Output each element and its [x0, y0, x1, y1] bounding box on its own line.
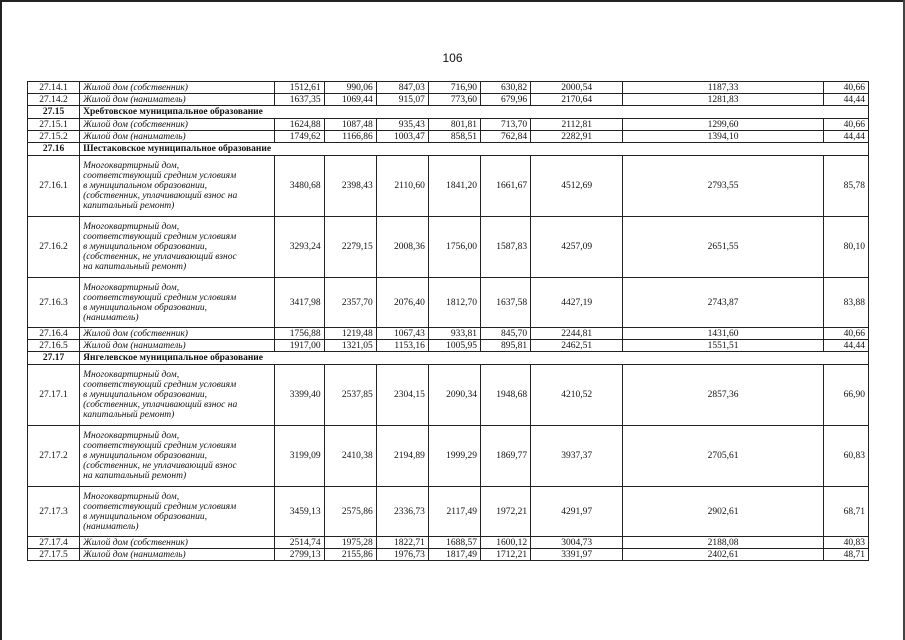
section-row [28, 106, 869, 119]
value-cell: 1948,68 [481, 365, 531, 426]
row-code: 27.17.2 [28, 426, 80, 487]
value-cell: 1281,83 [623, 94, 823, 106]
description-line: Многоквартирный дом, [83, 370, 180, 380]
row-description [80, 487, 274, 537]
value-cell: 2279,15 [324, 217, 376, 278]
description-line: в муниципальном образовании, [83, 390, 207, 400]
table-row [28, 278, 869, 328]
value-cell: 83,88 [823, 278, 868, 328]
value-cell: 3399,40 [274, 365, 324, 426]
row-description [80, 94, 274, 106]
value-cell: 713,70 [481, 119, 531, 131]
description-line: Жилой дом (собственник) [83, 82, 188, 93]
value-cell: 2575,86 [324, 487, 376, 537]
section-row [28, 143, 869, 156]
table-row [28, 82, 869, 94]
value-cell: 2537,85 [324, 365, 376, 426]
description-line: в муниципальном образовании, [83, 511, 207, 522]
value-cell: 630,82 [481, 82, 531, 94]
value-cell: 2514,74 [274, 537, 324, 549]
section-code: 27.15 [28, 106, 80, 119]
value-cell: 2194,89 [376, 426, 428, 487]
value-cell: 1661,67 [481, 156, 531, 217]
description-line: (наниматель) [83, 312, 139, 323]
row-description [80, 328, 274, 340]
value-cell: 2410,38 [324, 426, 376, 487]
value-cell: 1299,60 [623, 119, 823, 131]
value-cell: 3004,73 [531, 537, 623, 549]
value-cell: 2743,87 [623, 278, 823, 328]
description-line: соответствующий средним условиям [83, 501, 237, 512]
value-cell: 1712,21 [481, 549, 531, 561]
description-line: Жилой дом (наниматель) [83, 131, 186, 142]
description-line: (собственник, уплачивающий взнос на [83, 400, 238, 410]
value-cell: 2008,36 [376, 217, 428, 278]
section-title: Янгелевское муниципальное образование [80, 352, 869, 365]
value-cell: 1394,10 [623, 131, 823, 143]
value-cell: 935,43 [376, 119, 428, 131]
tariff-table [27, 81, 869, 561]
value-cell: 40,83 [823, 537, 868, 549]
value-cell: 1972,21 [481, 487, 531, 537]
value-cell: 2902,61 [623, 487, 823, 537]
value-cell: 2112,81 [531, 119, 623, 131]
value-cell: 1067,43 [376, 328, 428, 340]
row-code: 27.17.4 [28, 537, 80, 549]
value-cell: 66,90 [823, 365, 868, 426]
value-cell: 895,81 [481, 340, 531, 352]
description-line: Многоквартирный дом, [83, 161, 180, 171]
value-cell: 2357,70 [324, 278, 376, 328]
value-cell: 2398,43 [324, 156, 376, 217]
value-cell: 1999,29 [428, 426, 480, 487]
description-line: соответствующий средним условиям [83, 380, 237, 390]
value-cell: 44,44 [823, 340, 868, 352]
value-cell: 2857,36 [623, 365, 823, 426]
value-cell: 1512,61 [274, 82, 324, 94]
table-row [28, 217, 869, 278]
value-cell: 2000,54 [531, 82, 623, 94]
description-line: соответствующий средним условиям [83, 171, 237, 181]
section-code: 27.17 [28, 352, 80, 365]
value-cell: 4427,19 [531, 278, 623, 328]
value-cell: 4257,09 [531, 217, 623, 278]
description-line: в муниципальном образовании, [83, 451, 207, 461]
section-row [28, 352, 869, 365]
value-cell: 1087,48 [324, 119, 376, 131]
row-code: 27.16.5 [28, 340, 80, 352]
table-row [28, 537, 869, 549]
value-cell: 4210,52 [531, 365, 623, 426]
row-description [80, 549, 274, 561]
value-cell: 1587,83 [481, 217, 531, 278]
section-title: Шестаковское муниципальное образование [80, 143, 869, 156]
value-cell: 60,83 [823, 426, 868, 487]
description-line: Жилой дом (собственник) [83, 328, 188, 339]
value-cell: 80,10 [823, 217, 868, 278]
description-line: Многоквартирный дом, [83, 282, 180, 293]
value-cell: 3937,37 [531, 426, 623, 487]
value-cell: 2651,55 [623, 217, 823, 278]
value-cell: 1005,95 [428, 340, 480, 352]
value-cell: 3293,24 [274, 217, 324, 278]
value-cell: 2110,60 [376, 156, 428, 217]
value-cell: 2117,49 [428, 487, 480, 537]
value-cell: 40,66 [823, 119, 868, 131]
value-cell: 773,60 [428, 94, 480, 106]
description-line: капитальный ремонт) [83, 201, 175, 211]
row-code: 27.16.3 [28, 278, 80, 328]
value-cell: 48,71 [823, 549, 868, 561]
row-code: 27.14.2 [28, 94, 80, 106]
description-line: соответствующий средним условиям [83, 232, 237, 242]
value-cell: 762,84 [481, 131, 531, 143]
row-code: 27.17.1 [28, 365, 80, 426]
value-cell: 1321,05 [324, 340, 376, 352]
description-line: Многоквартирный дом, [83, 222, 180, 232]
scan-edge-left [0, 0, 2, 640]
value-cell: 1153,16 [376, 340, 428, 352]
table-row [28, 119, 869, 131]
row-description [80, 119, 274, 131]
description-line: Жилой дом (наниматель) [83, 94, 186, 105]
value-cell: 1688,57 [428, 537, 480, 549]
value-cell: 1187,33 [623, 82, 823, 94]
value-cell: 1551,51 [623, 340, 823, 352]
value-cell: 716,90 [428, 82, 480, 94]
row-description [80, 156, 274, 217]
value-cell: 1069,44 [324, 94, 376, 106]
page-number: 106 [442, 51, 463, 65]
value-cell: 2076,40 [376, 278, 428, 328]
value-cell: 1976,73 [376, 549, 428, 561]
value-cell: 3480,68 [274, 156, 324, 217]
value-cell: 68,71 [823, 487, 868, 537]
value-cell: 1219,48 [324, 328, 376, 340]
description-line: Жилой дом (наниматель) [83, 340, 186, 351]
description-line: капитальный ремонт) [83, 410, 175, 420]
value-cell: 1975,28 [324, 537, 376, 549]
value-cell: 847,03 [376, 82, 428, 94]
description-line: Жилой дом (собственник) [83, 537, 188, 548]
row-description [80, 278, 274, 328]
row-description [80, 82, 274, 94]
table-row [28, 365, 869, 426]
table-row [28, 340, 869, 352]
row-code: 27.17.3 [28, 487, 80, 537]
table-row [28, 328, 869, 340]
value-cell: 1166,86 [324, 131, 376, 143]
row-code: 27.16.2 [28, 217, 80, 278]
row-code: 27.16.4 [28, 328, 80, 340]
value-cell: 2799,13 [274, 549, 324, 561]
description-line: в муниципальном образовании, [83, 302, 207, 313]
description-line: соответствующий средним условиям [83, 292, 237, 303]
description-line: (собственник, не уплачивающий взнос [83, 252, 237, 262]
value-cell: 1003,47 [376, 131, 428, 143]
table-body [28, 82, 869, 561]
value-cell: 40,66 [823, 328, 868, 340]
description-line: (наниматель) [83, 521, 139, 532]
row-code: 27.15.1 [28, 119, 80, 131]
value-cell: 2155,86 [324, 549, 376, 561]
value-cell: 2402,61 [623, 549, 823, 561]
row-code: 27.14.1 [28, 82, 80, 94]
description-line: Многоквартирный дом, [83, 491, 180, 502]
table-row [28, 156, 869, 217]
value-cell: 679,96 [481, 94, 531, 106]
table-row [28, 426, 869, 487]
value-cell: 915,07 [376, 94, 428, 106]
value-cell: 4291,97 [531, 487, 623, 537]
description-line: (собственник, уплачивающий взнос на [83, 191, 238, 201]
section-code: 27.16 [28, 143, 80, 156]
description-line: на капитальный ремонт) [83, 471, 187, 481]
scan-edge-top [0, 0, 905, 2]
section-title: Хребтовское муниципальное образование [80, 106, 869, 119]
value-cell: 2462,51 [531, 340, 623, 352]
row-description [80, 365, 274, 426]
value-cell: 2244,81 [531, 328, 623, 340]
row-description [80, 217, 274, 278]
row-description [80, 131, 274, 143]
value-cell: 1869,77 [481, 426, 531, 487]
description-line: в муниципальном образовании, [83, 242, 207, 252]
value-cell: 2793,55 [623, 156, 823, 217]
value-cell: 2170,64 [531, 94, 623, 106]
row-code: 27.16.1 [28, 156, 80, 217]
value-cell: 990,06 [324, 82, 376, 94]
value-cell: 1812,70 [428, 278, 480, 328]
row-code: 27.17.5 [28, 549, 80, 561]
value-cell: 1841,20 [428, 156, 480, 217]
value-cell: 2090,34 [428, 365, 480, 426]
value-cell: 85,78 [823, 156, 868, 217]
value-cell: 1756,00 [428, 217, 480, 278]
value-cell: 1822,71 [376, 537, 428, 549]
value-cell: 2188,08 [623, 537, 823, 549]
value-cell: 801,81 [428, 119, 480, 131]
row-description [80, 426, 274, 487]
value-cell: 1600,12 [481, 537, 531, 549]
description-line: соответствующий средним условиям [83, 441, 237, 451]
description-line: (собственник, не уплачивающий взнос [83, 461, 237, 471]
row-code: 27.15.2 [28, 131, 80, 143]
value-cell: 933,81 [428, 328, 480, 340]
description-line: в муниципальном образовании, [83, 181, 207, 191]
value-cell: 2705,61 [623, 426, 823, 487]
value-cell: 1749,62 [274, 131, 324, 143]
row-description [80, 340, 274, 352]
value-cell: 44,44 [823, 94, 868, 106]
table-row [28, 549, 869, 561]
value-cell: 1756,88 [274, 328, 324, 340]
value-cell: 1817,49 [428, 549, 480, 561]
value-cell: 3391,97 [531, 549, 623, 561]
value-cell: 2304,15 [376, 365, 428, 426]
value-cell: 1917,00 [274, 340, 324, 352]
value-cell: 858,51 [428, 131, 480, 143]
value-cell: 44,44 [823, 131, 868, 143]
description-line: на капитальный ремонт) [83, 262, 187, 272]
value-cell: 1637,35 [274, 94, 324, 106]
value-cell: 3417,98 [274, 278, 324, 328]
description-line: Многоквартирный дом, [83, 431, 180, 441]
value-cell: 1637,58 [481, 278, 531, 328]
description-line: Жилой дом (наниматель) [83, 549, 186, 560]
description-line: Жилой дом (собственник) [83, 119, 188, 130]
value-cell: 1624,88 [274, 119, 324, 131]
value-cell: 2336,73 [376, 487, 428, 537]
value-cell: 845,70 [481, 328, 531, 340]
value-cell: 3199,09 [274, 426, 324, 487]
table-row [28, 487, 869, 537]
table-row [28, 131, 869, 143]
value-cell: 40,66 [823, 82, 868, 94]
value-cell: 4512,69 [531, 156, 623, 217]
value-cell: 2282,91 [531, 131, 623, 143]
table-row [28, 94, 869, 106]
row-description [80, 537, 274, 549]
value-cell: 1431,60 [623, 328, 823, 340]
value-cell: 3459,13 [274, 487, 324, 537]
